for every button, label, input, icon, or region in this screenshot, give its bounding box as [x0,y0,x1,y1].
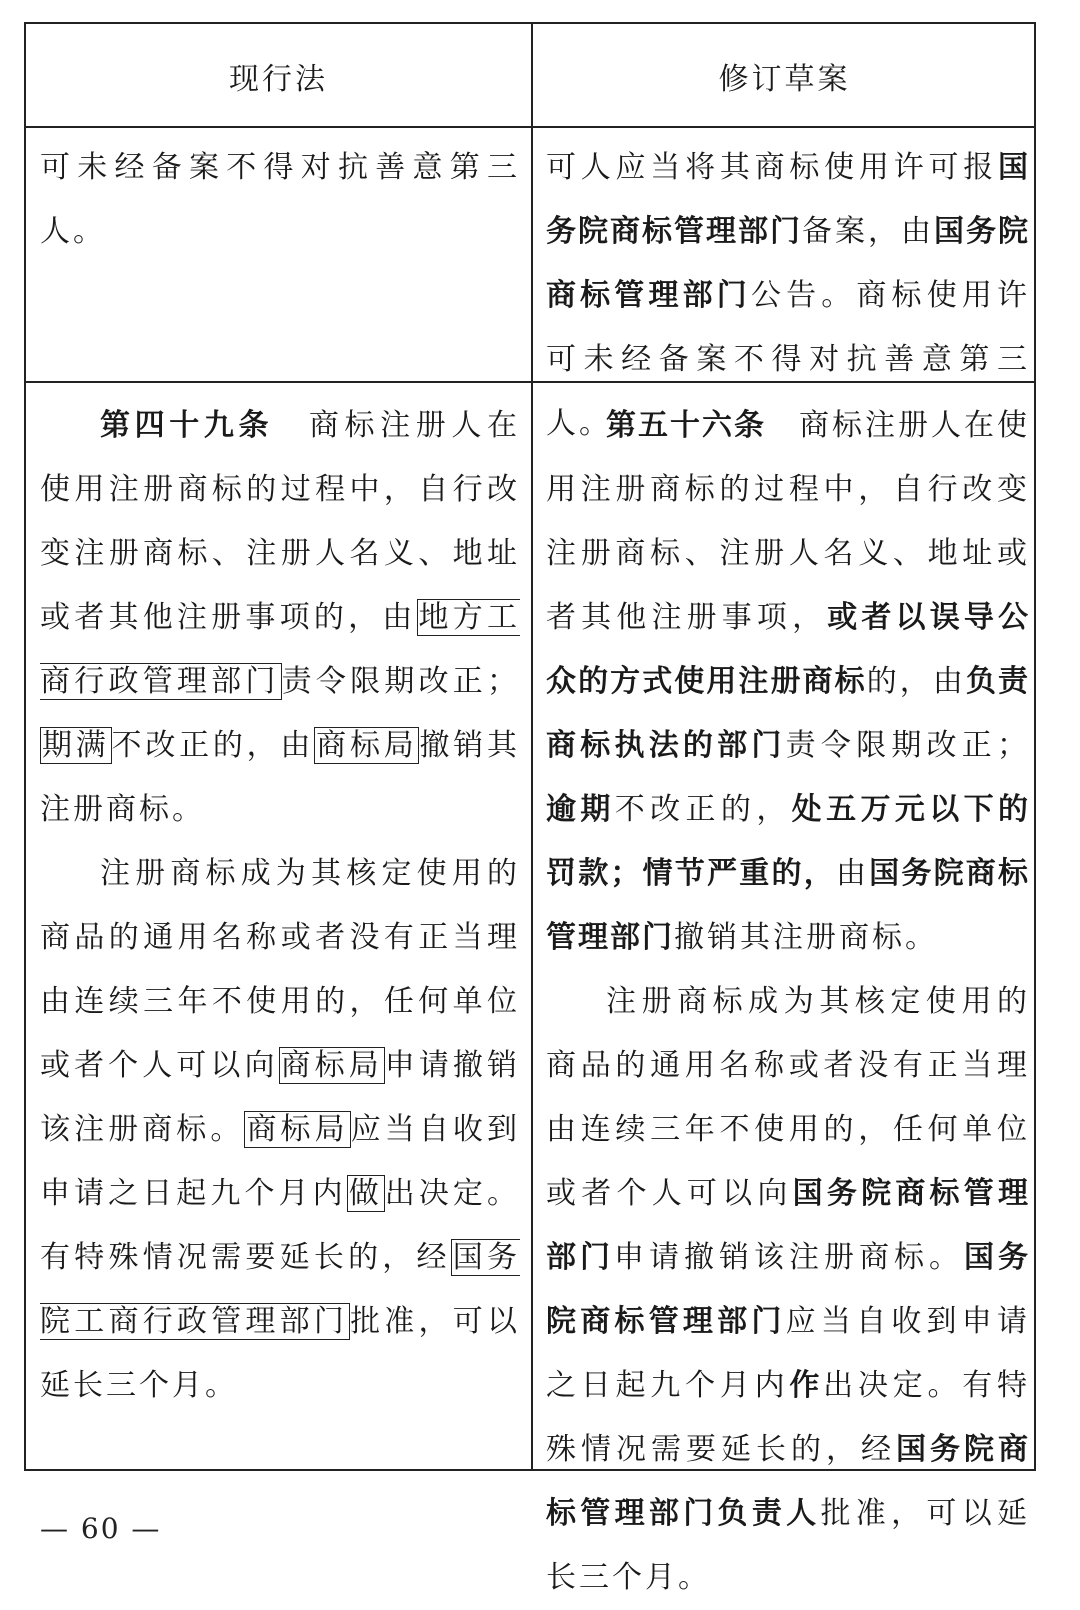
text-segment: 注册商标成为其核定使用的商品的通用名称或者没有正当理由连续三年不使用的，任何单位或者个人可以向 [546,984,1030,1211]
row2-revision-draft [546,394,1030,1610]
article-56-para-2 [546,970,1030,1610]
bold-revision-text: 国务院商标管理部门 [546,1176,1031,1275]
text-segment: 出决定。有特殊情况需要延长的，经 [546,1368,1031,1467]
bold-revision-text: 国务院商标管理部门 [546,150,1030,249]
bold-revision-text: 或者以误导公众的方式使用注册商标 [546,600,1031,699]
column-divider [531,24,533,1469]
page-number: — 60 — [40,1512,162,1545]
text-segment: 注册商标成为其核定使用的商品的通用名称或者没有正当理由连续三年不使用的，任何单位或者个人可以向 [40,856,520,1083]
text-segment: 应当自收到申请之日起九个月内 [546,1304,1031,1403]
text-segment: 不改正的， [614,792,792,827]
header-revision-draft: 修订草案 [718,62,851,97]
boxed-deleted-text: 期满 [42,728,110,763]
text-segment: 可人应当将其商标使用许可报 [546,150,998,185]
text-segment: 公告。商标使用许可未经备案不得对抗善意第三人。 [546,278,1031,441]
boxed-deleted-text: 商标局 [280,1048,383,1083]
text-segment: 备案，由 [802,214,934,249]
article-49-para-2 [40,842,520,1418]
row1-left-text: 可未经备案不得对抗善意第三人。 [40,150,520,249]
text-segment: 批准，可以延长三个月。 [546,1496,1031,1595]
bold-revision-text: 逾期 [546,792,615,827]
article-56-para-1 [546,394,1030,970]
bold-revision-text: 第五十六条 [606,408,766,443]
bold-revision-text: 国务院商标管理部门 [546,1240,1030,1339]
boxed-deleted-text: 做 [348,1176,383,1211]
text-segment: 撤销其注册商标。 [40,728,521,827]
bold-revision-text: 作 [789,1368,824,1403]
header-current-law: 现行法 [229,62,328,97]
article-49-para-1 [40,394,520,842]
bold-revision-text: 负责商标执法的部门 [546,664,1031,763]
text-segment: 出决定。有特殊情况需要延长的，经 [40,1176,521,1275]
text-segment: 撤销其注册商标。 [674,920,938,955]
text-segment: 责令限期改正； [785,728,1031,763]
text-segment: 应当自收到申请之日起九个月内 [40,1112,521,1211]
text-segment: 不改正的，由 [111,728,315,763]
boxed-deleted-text: 商标局 [316,728,418,763]
bold-revision-text: 国务院商标管理部门 [546,214,1030,313]
row2-current-law [40,394,520,1418]
bold-revision-text: 国务院商标管理部门负责人 [546,1432,1030,1531]
bold-revision-text: 第四十九条 [100,408,274,443]
boxed-deleted-text: 国务院工商行政管理部门 [40,1240,521,1339]
text-segment: 由 [835,856,870,891]
text-segment: 商标注册人在使用注册商标的过程中，自行改变注册商标、注册人名义、地址或者其他注册事项， [546,408,1030,635]
text-segment: 商标注册人在使用注册商标的过程中，自行改变注册商标、注册人名义、地址或者其他注册事项的，由 [40,408,521,635]
boxed-deleted-text: 地方工商行政管理部门 [40,600,521,699]
row1-current-law [40,136,520,264]
text-segment: 的，由 [866,664,966,699]
text-segment: 申请撤销该注册商标。 [40,1048,521,1147]
text-segment: 批准，可以延长三个月。 [40,1304,521,1403]
boxed-deleted-text: 商标局 [246,1112,349,1147]
bold-revision-text: 国务院商标管理部门 [546,856,1031,955]
bold-revision-text: 处五万元以下的罚款；情节严重的， [546,792,1031,891]
text-segment: 责令限期改正； [281,664,521,699]
text-segment: 申请撤销该注册商标。 [614,1240,964,1275]
